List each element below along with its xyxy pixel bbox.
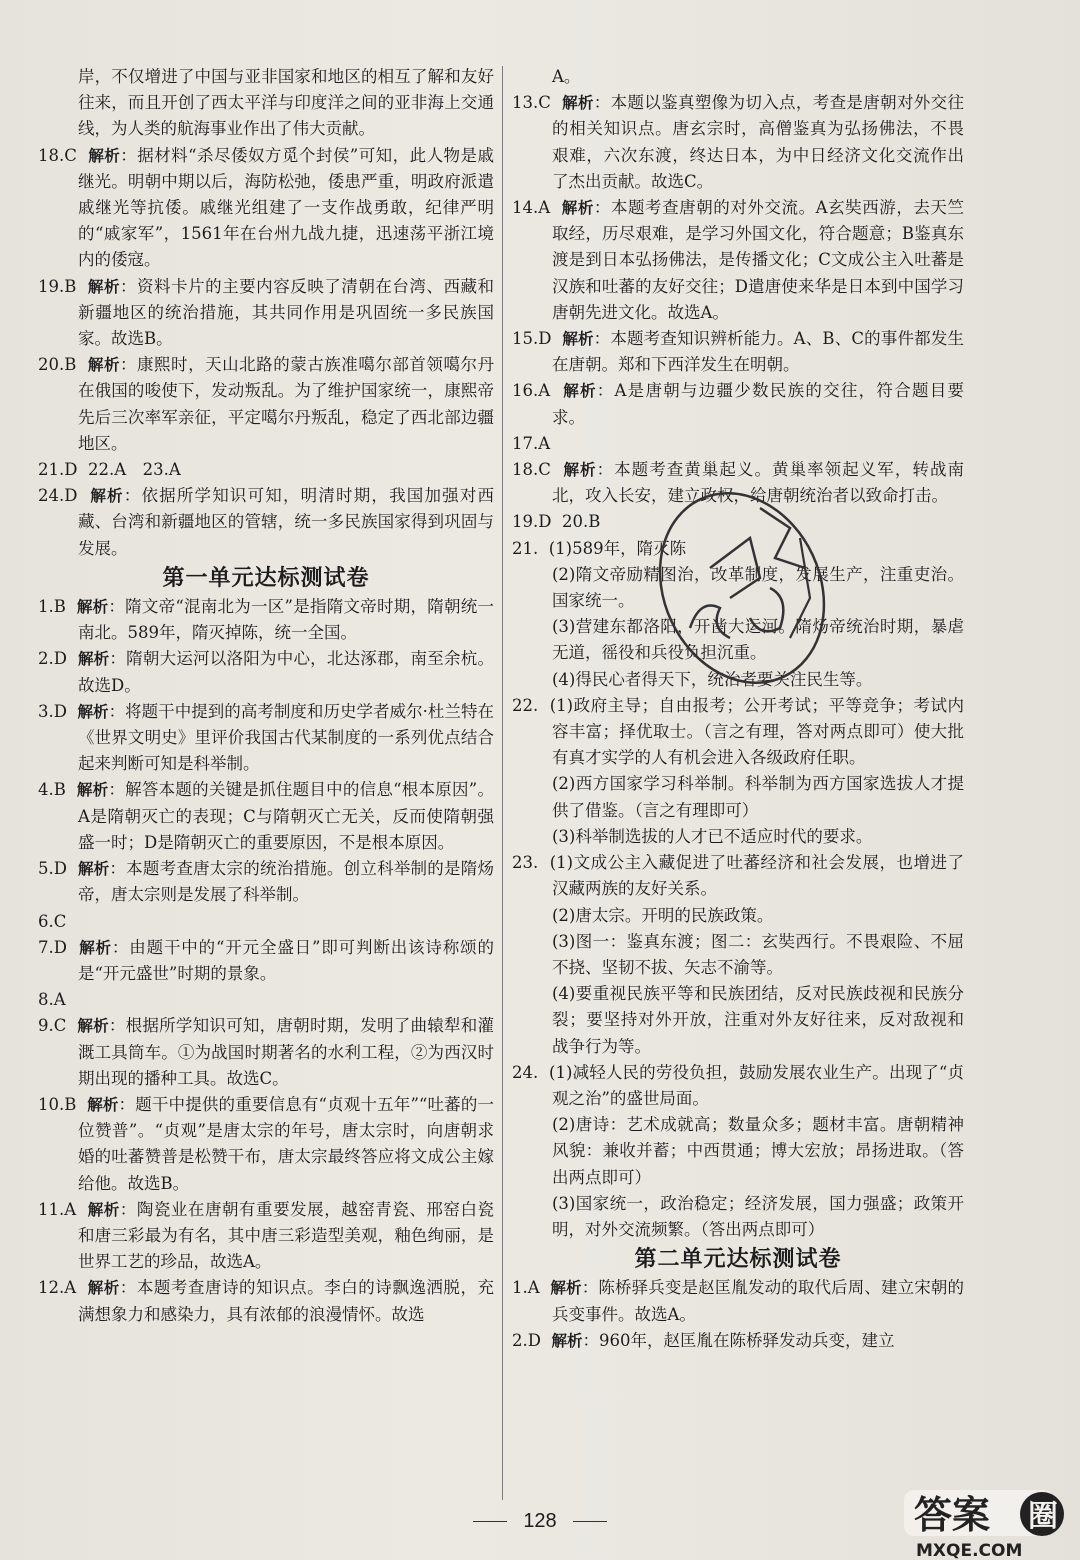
question-number: 14.A — [512, 198, 551, 218]
answer-item — [512, 693, 964, 772]
question-number: 18.C — [38, 145, 77, 165]
answer-item — [38, 594, 494, 646]
analysis-label: 解析 — [87, 1095, 119, 1114]
answer-text: 20.B — [561, 512, 601, 532]
question-number: 18.C — [512, 460, 551, 480]
answer-item — [512, 378, 964, 430]
question-number: 22. — [512, 695, 539, 715]
svg-text:MXQE.COM: MXQE.COM — [916, 1541, 1023, 1560]
answer-text: ：康熙时，天山北路的蒙古族准噶尔部首领噶尔丹在俄国的唆使下，发动叛乱。为了维护国家统一，康熙帝先后三次率军亲征，平定噶尔丹叛乱，稳定了西北部边疆地区。 — [78, 355, 494, 453]
question-number: 20.B — [38, 355, 77, 375]
question-number: 15.D — [512, 329, 552, 349]
answer-text: ：本题以鉴真塑像为切入点，考查是唐朝对外交往的相关知识点。唐玄宗时，高僧鉴真为弘扬佛法，不畏艰难，六次东渡，终达日本，为中日经济文化交流作出了杰出贡献。故选C。 — [552, 93, 964, 191]
question-number: 5.D — [38, 859, 67, 879]
analysis-label: 解析 — [77, 702, 109, 721]
question-number: 11.A — [38, 1199, 77, 1219]
answer-text: ：题干中提供的重要信息有“贞观十五年”“吐蕃的一位赞普”。“贞观”是唐太宗的年号，唐太宗时，向唐朝求婚的吐蕃赞普是松赞干布，唐太宗最终答应将文成公主嫁给他。故选B。 — [78, 1094, 494, 1193]
answer-text: ：A是唐朝与边疆少数民族的交往，符合题目要求。 — [552, 381, 964, 427]
analysis-label: 解析 — [90, 487, 124, 506]
question-number: 21.D — [38, 460, 78, 480]
question-number: 24.D — [38, 486, 78, 506]
analysis-label: 解析 — [87, 1200, 120, 1219]
analysis-label: 解析 — [87, 277, 120, 296]
question-number: 4.B — [38, 780, 66, 800]
question-number: 23. — [512, 853, 539, 873]
answer-item — [38, 856, 494, 908]
answer-item — [512, 1275, 964, 1327]
answer-text: ：本题考查黄巢起义。黄巢率领起义军，转战南北，攻入长安，建立政权，给唐朝统治者以致命打击。 — [552, 460, 964, 506]
answer-item — [512, 195, 964, 326]
answer-item — [38, 699, 494, 778]
answer-text: ：本题考查唐太宗的统治措施。创立科举制的是隋炀帝，唐太宗则是发展了科举制。 — [78, 859, 494, 905]
answer-item — [512, 509, 964, 535]
sub-answer: (3)营建东都洛阳，开凿大运河。隋炀帝统治时期，暴虐无道，徭役和兵役负担沉重。 — [552, 617, 964, 663]
answer-item — [512, 1328, 964, 1354]
answer-item — [512, 457, 964, 509]
answer-text: ：资料卡片的主要内容反映了清朝在台湾、西藏和新疆地区的统治措施，其共同作用是巩固统一多民族国家。故选B。 — [78, 276, 494, 349]
answer-text: ：将题干中提到的高考制度和历史学者威尔·杜兰特在《世界文明史》里评价我国古代某制度的一系列优点结合起来判断可知是科举制。 — [78, 701, 494, 774]
answer-text: ：根据所学知识可知，唐朝时期，发明了曲辕犁和灌溉工具筒车。①为战国时期著名的水利工程，②为西汉时期出现的播种工具。故选C。 — [78, 1016, 494, 1088]
footer-dash-right — [573, 1521, 607, 1522]
analysis-label: 解析 — [77, 860, 110, 879]
answer-item — [38, 1092, 494, 1197]
answer-item — [512, 326, 964, 378]
analysis-label: 解析 — [77, 1017, 109, 1036]
analysis-label: 解析 — [76, 781, 109, 800]
answer-item — [38, 352, 494, 457]
answer-text: (1)政府主导；自由报考；公开考试；平等竞争；考试内容丰富；择优取士。（言之有理，答对两点即可）使大批有真才实学的人有机会进入各级政府任职。 — [549, 695, 964, 768]
analysis-label: 解析 — [551, 1331, 583, 1350]
sub-answer: (2)唐太宗。开明的民族政策。 — [552, 905, 774, 925]
footer-dash-left — [473, 1521, 507, 1522]
answer-item — [38, 1275, 494, 1327]
sub-answer: (3)国家统一，政治稳定；经济发展，国力强盛；政策开明，对外交流频繁。（答出两点即可） — [552, 1193, 964, 1239]
question-number: 24. — [512, 1062, 539, 1082]
answer-item — [38, 646, 494, 698]
answer-text: (1)文成公主入藏促进了吐蕃经济和社会发展，也增进了汉藏两族的友好关系。 — [549, 853, 964, 899]
analysis-label: 解析 — [77, 650, 110, 669]
answer-text: ：由题干中的“开元全盛日”即可判断出该诗称颂的是“开元盛世”时期的景象。 — [78, 937, 494, 983]
answer-item — [38, 274, 494, 353]
answer-text: (1)减轻人民的劳役负担，鼓励发展农业生产。出现了“贞观之治”的盛世局面。 — [549, 1062, 964, 1108]
answer-text: ：解答本题的关键是抓住题目中的信息“根本原因”。A是隋朝灭亡的表现；C与隋朝灭亡无关，反而使隋朝强盛一时；D是隋朝灭亡的重要原因，不是根本原因。 — [78, 780, 494, 852]
question-number: 17.A — [512, 433, 551, 453]
sub-answer: (2)唐诗：艺术成就高；数量众多；题材丰富。唐朝精神风貌：兼收并蓄；中西贯通；博大宏放；昂扬进取。（答出两点即可） — [552, 1115, 964, 1187]
answer-text: ：据材料“杀尽倭奴方觅个封侯”可知，此人物是戚继光。明朝中期以后，海防松弛，倭患严重，明政府派遣戚继光等抗倭。戚继光组建了一支作战勇敢，纪律严明的“戚家军”，1561年在台州九战九捷，迅速荡平浙江境内的倭寇。 — [78, 145, 494, 270]
answer-text: ：本题考查知识辨析能力。A、B、C的事件都发生在唐朝。郑和下西洋发生在明朝。 — [552, 329, 964, 375]
page-number: 128 — [523, 1510, 557, 1532]
question-number: 19.B — [38, 276, 77, 296]
answer-item — [512, 1060, 964, 1112]
sub-answer: (2)西方国家学习科举制。科举制为西方国家选拔人才提供了借鉴。（言之有理即可） — [552, 774, 964, 820]
answer-item — [38, 935, 494, 987]
column-divider — [502, 66, 503, 1500]
analysis-label: 解析 — [561, 199, 594, 218]
question-number: 19.D — [512, 512, 552, 532]
analysis-label: 解析 — [563, 382, 597, 401]
right-column — [512, 64, 964, 1354]
continued-text: 岸，不仅增进了中国与亚非国家和地区的相互了解和友好往来，而且开创了西太平洋与印度洋之间的亚非海上交通线，为人类的航海事业作出了伟大贡献。 — [78, 67, 494, 139]
answer-item — [512, 431, 964, 457]
answer-text: ：陶瓷业在唐朝有重要发展，越窑青瓷、邢窑白瓷和唐三彩最为有名，其中唐三彩造型美观，釉色绚丽，是世界工艺的珍品，故选A。 — [78, 1199, 494, 1272]
answer-item — [38, 143, 494, 274]
sub-answer: (3)图一：鉴真东渡；图二：玄奘西行。不畏艰险、不屈不挠、坚韧不拔、矢志不渝等。 — [552, 931, 964, 977]
answer-text: (1)589年，隋灭陈 — [548, 538, 687, 558]
question-number: 1.B — [38, 597, 66, 617]
question-number: 8.A — [38, 990, 66, 1010]
answer-item — [512, 536, 964, 562]
analysis-label: 解析 — [79, 938, 112, 957]
question-number: 12.A — [38, 1278, 77, 1298]
answer-text: ：陈桥驿兵变是赵匡胤发动的取代后周、建立宋朝的兵变事件。故选A。 — [552, 1278, 964, 1324]
sub-answer: (3)科举制选拔的人才已不适应时代的要求。 — [552, 826, 873, 846]
analysis-label: 解析 — [550, 1279, 582, 1298]
analysis-label: 解析 — [87, 356, 120, 375]
sub-answer: (2)隋文帝励精图治，改革制度，发展生产，注重吏治。国家统一。 — [552, 564, 964, 611]
answer-text: ：隋文帝“混南北为一区”是指隋文帝时期，隋朝统一南北。589年，隋灭掉陈，统一全国。 — [78, 597, 494, 643]
continued-text: A。 — [552, 67, 581, 86]
answer-item — [512, 850, 964, 902]
question-number: 3.D — [38, 701, 67, 721]
question-number: 16.A — [512, 381, 551, 401]
analysis-label: 解析 — [563, 461, 597, 480]
answer-text: ：960年，赵匡胤在陈桥驿发动兵变，建立 — [582, 1330, 895, 1350]
svg-text:圈: 圈 — [1028, 1499, 1058, 1534]
answer-item — [38, 777, 494, 856]
analysis-label: 解析 — [562, 94, 594, 113]
answer-item — [38, 1013, 494, 1092]
svg-text:答案: 答案 — [914, 1493, 991, 1537]
section-title: 第二单元达标测试卷 — [634, 1247, 842, 1273]
watermark-logo — [902, 1486, 1080, 1560]
analysis-label: 解析 — [87, 1279, 120, 1298]
question-number: 6.C — [38, 911, 67, 931]
answer-text: ：隋朝大运河以洛阳为中心，北达涿郡，南至余杭。故选D。 — [78, 649, 494, 695]
question-number: 2.D — [512, 1330, 541, 1350]
question-number: 2.D — [38, 649, 67, 669]
question-number: 13.C — [512, 93, 551, 113]
analysis-label: 解析 — [88, 146, 121, 165]
answer-text: ：依据所学知识可知，明清时期，我国加强对西藏、台湾和新疆地区的管辖，统一多民族国家得到巩固与发展。 — [78, 486, 494, 558]
answer-text: 22.A 23.A — [87, 460, 181, 480]
left-column — [38, 64, 494, 1328]
question-number: 10.B — [38, 1094, 77, 1114]
question-number: 9.C — [38, 1016, 67, 1036]
answer-text: ：本题考查唐朝的对外交流。A玄奘西游，去天竺取经，历尽艰难，是学习外国文化，符合题意；B鉴真东渡是到日本弘扬佛法，是传播文化；C文成公主入吐蕃是汉族和吐蕃的友好交往；D遣唐使来华是日本到中国学习唐朝先进文化。故选A。 — [552, 198, 964, 322]
question-number: 7.D — [38, 937, 67, 957]
answer-item — [38, 909, 494, 935]
question-number: 21. — [512, 538, 539, 558]
answer-item — [512, 90, 964, 195]
answer-item — [38, 483, 494, 562]
answer-text: ：本题考查唐诗的知识点。李白的诗飘逸洒脱，充满想象力和感染力，具有浓郁的浪漫情怀。故选 — [78, 1278, 494, 1324]
answer-item — [38, 987, 494, 1013]
question-number: 1.A — [512, 1278, 540, 1298]
analysis-label: 解析 — [76, 598, 109, 617]
sub-answer: (4)要重视民族平等和民族团结，反对民族歧视和民族分裂；要坚持对外开放，注重对外友好往来，反对敌视和战争行为等。 — [552, 984, 964, 1056]
section-title: 第一单元达标测试卷 — [162, 565, 370, 591]
answer-item — [38, 1197, 494, 1276]
answer-item — [38, 457, 494, 483]
sub-answer: (4)得民心者得天下，统治者要关注民生等。 — [552, 669, 873, 689]
analysis-label: 解析 — [562, 330, 594, 349]
